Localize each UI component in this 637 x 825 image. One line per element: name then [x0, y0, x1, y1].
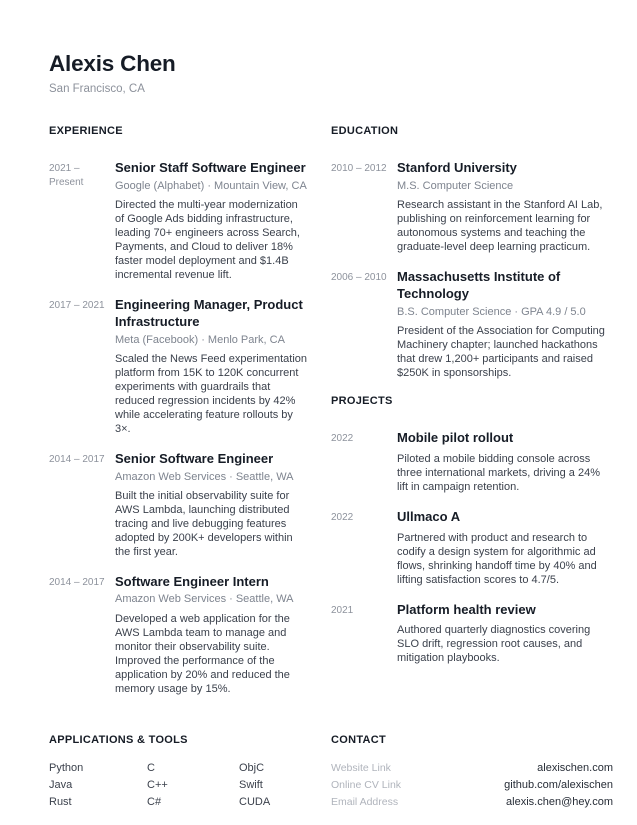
entry-title: Mobile pilot rollout [397, 429, 514, 445]
entry-description: Authored quarterly diagnostics covering SLO drift, regression root causes, and mitigation playbooks. [397, 624, 591, 665]
projects-section [331, 395, 613, 667]
entry-dates: 2021 – Present [49, 162, 84, 188]
entry-content [115, 297, 310, 437]
contact-label: Email Address [331, 795, 399, 808]
entry-description: Built the initial observability suite for AWS Lambda, launching distributed tracing and live debugging features adopted by 200K+ developers within the first year. [115, 489, 293, 558]
contact-label: Online CV Link [331, 778, 402, 791]
project-entry [331, 509, 613, 588]
skill-item: Swift [239, 778, 263, 791]
entry-subtitle: Google (Alphabet) · Mountain View, CA [115, 179, 307, 192]
skill-item: Rust [49, 795, 72, 808]
education-heading: EDUCATION [331, 124, 399, 137]
entry-description: Partnered with product and research to codify a design system for algorithmic ad flows, shrinking handoff time by 40% and lifting satisfaction scores to 4.7/5. [397, 531, 597, 586]
website-link[interactable]: alexischen.com [537, 761, 613, 774]
entry-dates: 2014 – 2017 [49, 576, 105, 588]
contact-rows [331, 760, 613, 811]
contact-heading: CONTACT [331, 734, 387, 747]
project-entry [331, 430, 613, 495]
skill-item: ObjC [239, 761, 265, 774]
entry-content [397, 269, 613, 381]
entry-subtitle: Meta (Facebook) · Menlo Park, CA [115, 333, 285, 346]
entry-title: Ullmaco A [397, 508, 461, 524]
skill-item: Java [49, 778, 73, 791]
entry-description: Research assistant in the Stanford AI Lab, publishing on reinforcement learning for autonomous systems and teaching the graduate-level deep learning practicum. [397, 199, 603, 253]
entry-description: Developed a web application for the AWS Lambda team to manage and monitor their observability suite. Improved the performance of the application by 20% and reduced the memory usage by 15%. [115, 612, 290, 695]
skills-heading: APPLICATIONS & TOOLS [49, 734, 188, 747]
entry-description: Directed the multi-year modernization of Google Ads bidding infrastructure, leading 70+ engineers across Search, Payments, and Cloud to deliver 18% faster model deployment and $1.4B incremental revenue lift. [115, 199, 300, 281]
contact-section [331, 734, 613, 810]
entry-title: Software Engineer Intern [115, 573, 269, 589]
entry-title: Massachusetts Institute of Technology [397, 268, 561, 301]
entry-dates: 2021 [331, 604, 354, 616]
online-cv-link[interactable]: github.com/alexischen [504, 778, 613, 791]
entry-content [397, 160, 613, 255]
contact-row [331, 794, 613, 811]
right-column [331, 125, 613, 711]
bottom-row [49, 734, 612, 810]
projects-heading: PROJECTS [331, 394, 393, 407]
entry-content [397, 602, 613, 667]
person-location: San Francisco, CA [49, 83, 145, 95]
contact-label: Website Link [331, 761, 391, 774]
header [49, 50, 612, 97]
entry-dates: 2022 [331, 511, 354, 523]
entry-description: President of the Association for Computing Machinery chapter; launched hackathons that drew 1,200+ participants and raised $250K in sponsorships. [397, 324, 605, 379]
entry-subtitle: M.S. Computer Science [397, 179, 514, 192]
skills-section [49, 734, 310, 810]
entry-content [397, 509, 613, 588]
entry-dates: 2017 – 2021 [49, 299, 105, 311]
entry-title: Stanford University [397, 159, 517, 175]
main-columns [49, 125, 612, 711]
entry-content [115, 451, 310, 560]
entry-title: Platform health review [397, 601, 536, 617]
entry-dates: 2010 – 2012 [331, 162, 387, 174]
entry-title: Engineering Manager, Product Infrastructure [115, 296, 303, 329]
education-entry [331, 160, 613, 255]
experience-section [49, 125, 310, 697]
email-link[interactable]: alexis.chen@hey.com [506, 795, 613, 808]
skills-column [147, 760, 239, 811]
contact-row [331, 760, 613, 777]
entry-description: Piloted a mobile bidding console across three international markets, driving a 24% lift in campaign retention. [397, 452, 600, 493]
entry-dates: 2022 [331, 432, 354, 444]
experience-entry [49, 574, 310, 697]
entry-content [115, 574, 310, 697]
education-section [331, 125, 613, 381]
skill-item: C# [147, 795, 162, 808]
entry-subtitle: B.S. Computer Science · GPA 4.9 / 5.0 [397, 305, 586, 318]
entry-title: Senior Staff Software Engineer [115, 159, 306, 175]
education-entry [331, 269, 613, 381]
entry-dates: 2006 – 2010 [331, 271, 387, 283]
entry-description: Scaled the News Feed experimentation platform from 15K to 120K concurrent experiments with guardrails that reduced regression incidents by 42% while accelerating feature rollouts by 3×. [115, 352, 307, 435]
entry-subtitle: Amazon Web Services · Seattle, WA [115, 470, 294, 483]
experience-entry [49, 297, 310, 437]
skill-item: CUDA [239, 795, 271, 808]
entry-dates: 2014 – 2017 [49, 453, 105, 465]
skills-column [239, 760, 337, 811]
experience-entry [49, 451, 310, 560]
entry-content [115, 160, 310, 283]
skills-grid [49, 760, 310, 811]
skills-column [49, 760, 147, 811]
experience-entry [49, 160, 310, 283]
contact-row [331, 777, 613, 794]
entry-subtitle: Amazon Web Services · Seattle, WA [115, 593, 294, 606]
skill-item: Python [49, 761, 84, 774]
experience-heading: EXPERIENCE [49, 124, 123, 137]
entry-title: Senior Software Engineer [115, 450, 274, 466]
person-name: Alexis Chen [49, 51, 176, 76]
skill-item: C [147, 761, 155, 774]
skill-item: C++ [147, 778, 168, 791]
left-column [49, 125, 310, 711]
entry-content [397, 430, 613, 495]
project-entry [331, 602, 613, 667]
